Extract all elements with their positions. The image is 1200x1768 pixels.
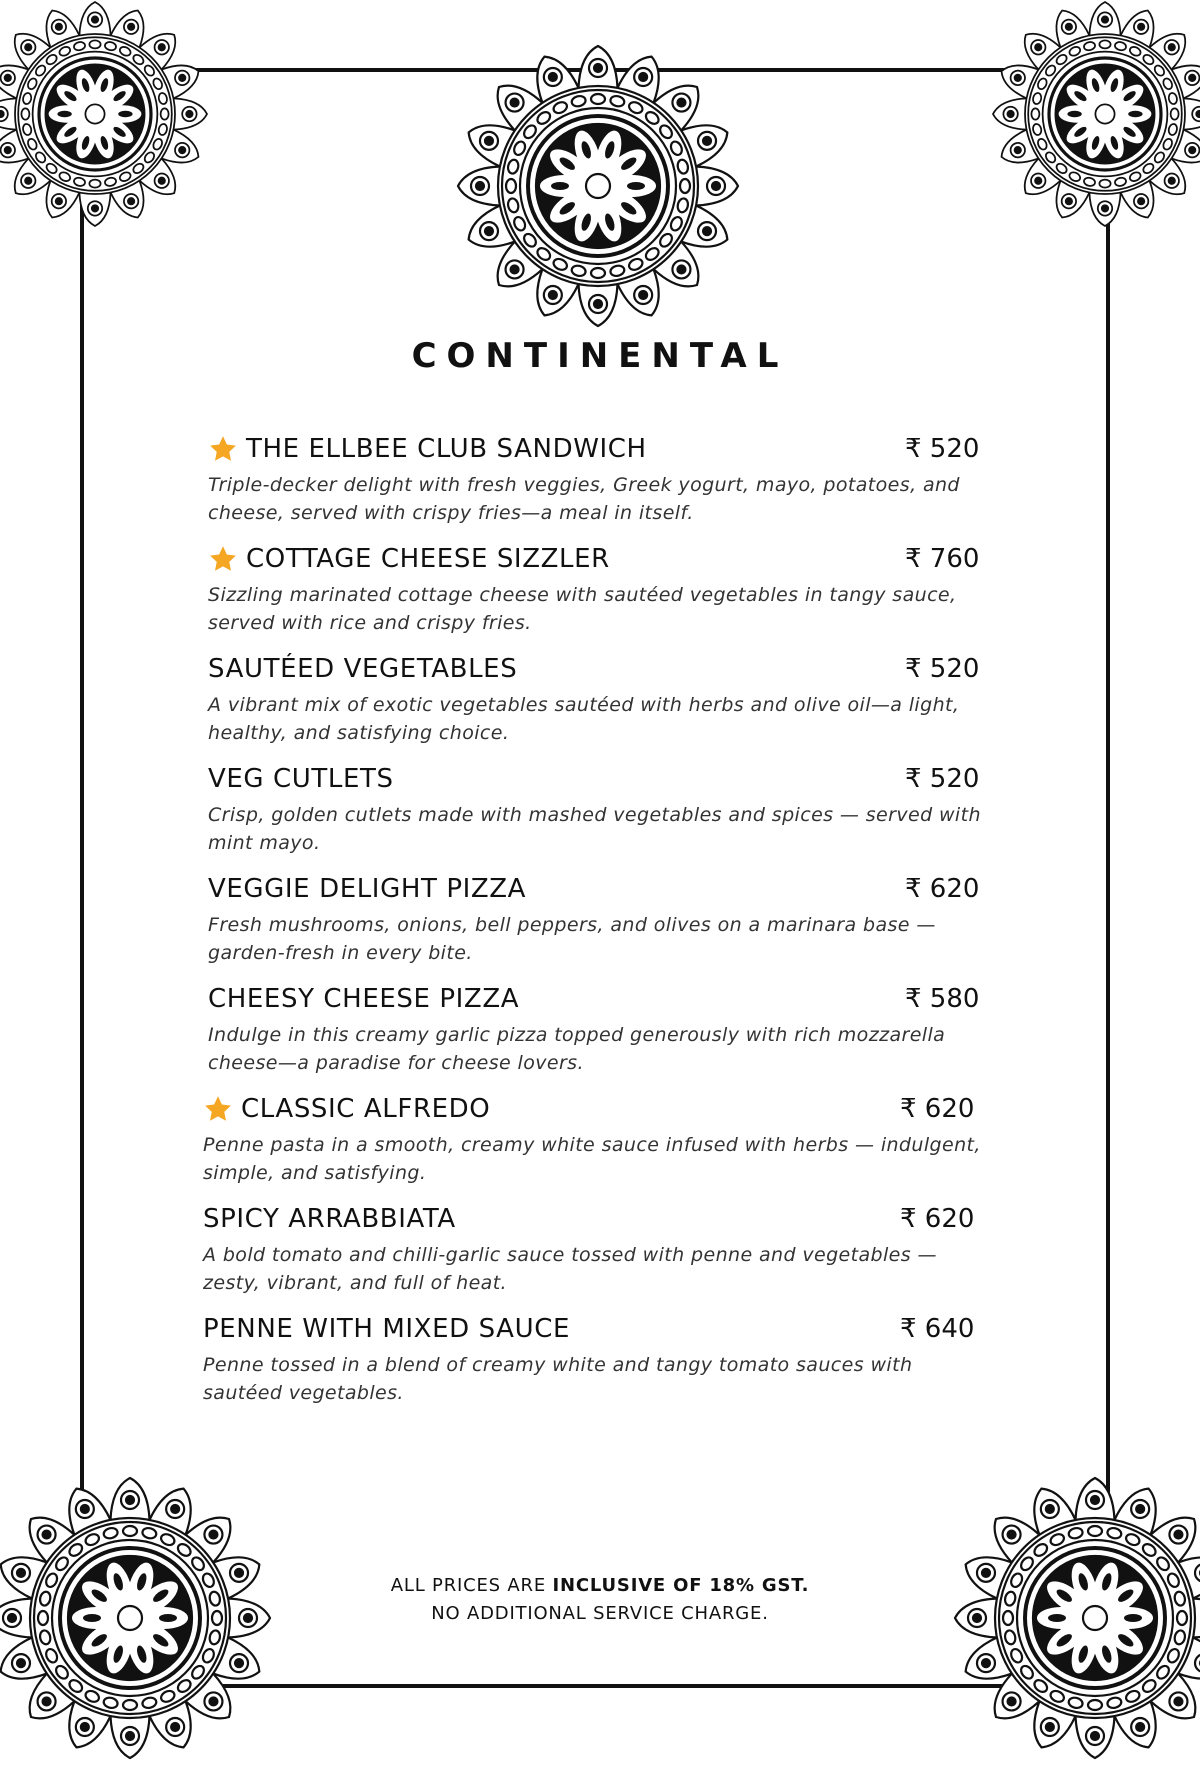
mandala-icon-top-center [448, 36, 748, 336]
menu-item-header [208, 869, 988, 909]
menu-item-price: ₹ 520 [905, 764, 980, 794]
price-note-prefix: ALL PRICES ARE [390, 1575, 553, 1596]
menu-item [203, 1309, 983, 1407]
star-icon [208, 434, 238, 464]
menu-item [208, 539, 988, 637]
menu-item [203, 1089, 983, 1187]
menu-item-price: ₹ 760 [905, 544, 980, 574]
menu-item-description: A bold tomato and chilli-garlic sauce tossed with penne and vegetables — zesty, vibrant, and full of heat. [203, 1244, 937, 1294]
menu-item-header [208, 649, 988, 689]
menu-item-header [208, 429, 988, 469]
menu-item [208, 429, 988, 527]
menu-item-header [203, 1199, 983, 1239]
menu-item-header [208, 759, 988, 799]
star-icon [208, 544, 238, 574]
menu-item-description: Sizzling marinated cottage cheese with sautéed vegetables in tangy sauce, served with rice and crispy fries. [208, 584, 957, 634]
menu-item-header [208, 539, 988, 579]
menu-item [203, 1199, 983, 1297]
menu-item-name: THE ELLBEE CLUB SANDWICH [246, 434, 647, 464]
menu-item-price: ₹ 620 [905, 874, 980, 904]
menu-item-description: A vibrant mix of exotic vegetables sautéed with herbs and olive oil—a light, healthy, and satisfying choice. [208, 694, 960, 744]
menu-item-price: ₹ 620 [900, 1094, 975, 1124]
menu-item-name: VEGGIE DELIGHT PIZZA [208, 874, 527, 904]
menu-title: CONTINENTAL [411, 336, 789, 376]
menu-item-price: ₹ 640 [900, 1314, 975, 1344]
price-note-line-1 [0, 1572, 1200, 1600]
menu-item-price: ₹ 620 [900, 1204, 975, 1234]
menu-item [208, 869, 988, 967]
menu-item [208, 979, 988, 1077]
menu-item-name: VEG CUTLETS [208, 764, 394, 794]
mandala-icon-top-right [985, 0, 1200, 234]
menu-item-description: Indulge in this creamy garlic pizza topped generously with rich mozzarella cheese—a paradise for cheese lovers. [208, 1024, 946, 1074]
menu-item [208, 759, 988, 857]
menu-item-name: CLASSIC ALFREDO [241, 1094, 491, 1124]
menu-item-header [208, 979, 988, 1019]
menu-item-name: PENNE WITH MIXED SAUCE [203, 1314, 570, 1344]
menu-item-header [203, 1309, 983, 1349]
price-note-line-2: NO ADDITIONAL SERVICE CHARGE. [431, 1603, 769, 1624]
menu-item-price: ₹ 520 [905, 654, 980, 684]
price-note [0, 1572, 1200, 1628]
mandala-icon-top-left [0, 0, 215, 234]
menu-item-description: Triple-decker delight with fresh veggies, Greek yogurt, mayo, potatoes, and cheese, served with crispy fries—a meal in itself. [208, 474, 960, 524]
star-icon [203, 1094, 233, 1124]
menu-item-price: ₹ 580 [905, 984, 980, 1014]
menu-item-name: COTTAGE CHEESE SIZZLER [246, 544, 610, 574]
menu-item-name: SPICY ARRABBIATA [203, 1204, 456, 1234]
menu-item-description: Crisp, golden cutlets made with mashed vegetables and spices — served with mint mayo. [208, 804, 981, 854]
menu-item-price: ₹ 520 [905, 434, 980, 464]
menu-item-name: CHEESY CHEESE PIZZA [208, 984, 520, 1014]
menu-item-name: SAUTÉED VEGETABLES [208, 654, 518, 684]
menu-item-description: Penne pasta in a smooth, creamy white sauce infused with herbs — indulgent, simple, and satisfying. [203, 1134, 981, 1184]
menu-item-description: Fresh mushrooms, onions, bell peppers, and olives on a marinara base — garden-fresh in every bite. [208, 914, 936, 964]
price-note-gst: INCLUSIVE OF 18% GST. [552, 1575, 810, 1596]
menu-item-header [203, 1089, 983, 1129]
menu-item [208, 649, 988, 747]
menu-item-description: Penne tossed in a blend of creamy white and tangy tomato sauces with sautéed vegetables. [203, 1354, 913, 1404]
